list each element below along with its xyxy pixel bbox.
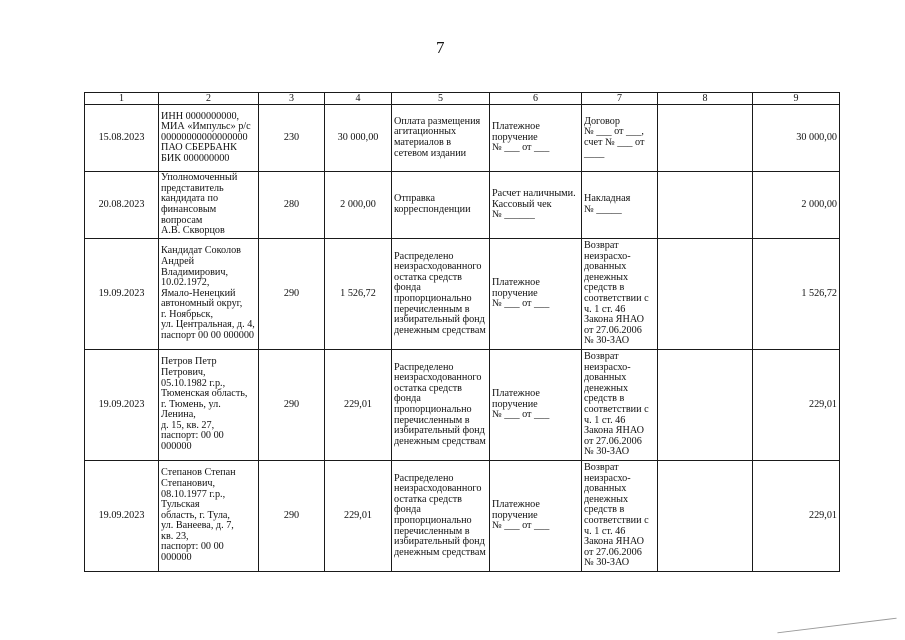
document-cell	[490, 105, 582, 172]
table-row	[85, 172, 840, 239]
total-cell: 1 526,72	[753, 239, 840, 350]
column-8-cell	[658, 105, 753, 172]
basis-text: Накладная № _____	[584, 193, 631, 215]
total-cell: 2 000,00	[753, 172, 840, 239]
amount-cell: 1 526,72	[325, 239, 392, 350]
code-cell: 290	[259, 461, 325, 572]
document-text: Платежное поручение № ___ от ___	[492, 499, 550, 532]
purpose-text: Распределено неизрасходованного остатка средств фонда пропорционально перечисленным в избирательный фонд денежным средствам	[394, 250, 486, 336]
recipient-cell	[159, 239, 259, 350]
recipient-text: Степанов Степан Степанович, 08.10.1977 г.р., Тульская область, г. Тула, ул. Ванеева, д. 7, кв. 23, паспорт: 00 00 000000	[161, 467, 236, 564]
table-row	[85, 461, 840, 572]
column-header: 4	[325, 93, 392, 105]
code-cell: 290	[259, 350, 325, 461]
column-header: 8	[658, 93, 753, 105]
amount-cell: 30 000,00	[325, 105, 392, 172]
recipient-text: ИНН 0000000000, МИА «Импульс» р/с 00000000000000000 ПАО СБЕРБАНК БИК 000000000	[161, 110, 251, 164]
column-header: 5	[392, 93, 490, 105]
date-cell: 19.09.2023	[85, 239, 159, 350]
purpose-text: Оплата размещения агитационных материалов в сетевом издании	[394, 115, 481, 159]
expenditure-table	[84, 92, 840, 572]
table-header-row	[85, 93, 840, 105]
column-header: 9	[753, 93, 840, 105]
column-8-cell	[658, 239, 753, 350]
column-8-cell	[658, 350, 753, 461]
purpose-text: Отправка корреспонденции	[394, 193, 471, 215]
document-cell	[490, 461, 582, 572]
basis-text: Возврат неизрасхо- дованных денежных средств в соответствии с ч. 1 ст. 46 Закона ЯНАО от 27.06.2006 № 30-ЗАО	[584, 240, 649, 347]
purpose-text: Распределено неизрасходованного остатка средств фонда пропорционально перечисленным в избирательный фонд денежным средствам	[394, 361, 486, 447]
recipient-cell	[159, 172, 259, 239]
document-text: Расчет наличными. Кассовый чек № ______	[492, 188, 576, 221]
basis-text: Договор № ___ от ___, счет № ___ от ____	[584, 115, 645, 159]
scan-artifact-line	[777, 618, 896, 634]
purpose-cell	[392, 461, 490, 572]
amount-cell: 2 000,00	[325, 172, 392, 239]
recipient-text: Кандидат Соколов Андрей Владимирович, 10.02.1972, Ямало-Ненецкий автономный округ, г. Ноябрьск, ул. Центральная, д. 4, паспорт 00 00 000000	[161, 245, 255, 342]
total-cell: 229,01	[753, 350, 840, 461]
page-number: 7	[436, 38, 445, 57]
purpose-cell	[392, 239, 490, 350]
column-header: 2	[159, 93, 259, 105]
recipient-text: Петров Петр Петрович, 05.10.1982 г.р., Тюменская область, г. Тюмень, ул. Ленина, д. 15, кв. 27, паспорт: 00 00 000000	[161, 356, 248, 453]
column-8-cell	[658, 172, 753, 239]
document-cell	[490, 350, 582, 461]
purpose-text: Распределено неизрасходованного остатка средств фонда пропорционально перечисленным в избирательный фонд денежным средствам	[394, 472, 486, 558]
document-text: Платежное поручение № ___ от ___	[492, 277, 550, 310]
basis-cell	[582, 105, 658, 172]
purpose-cell	[392, 172, 490, 239]
table-row	[85, 105, 840, 172]
column-header: 3	[259, 93, 325, 105]
date-cell: 20.08.2023	[85, 172, 159, 239]
column-header: 7	[582, 93, 658, 105]
column-header: 6	[490, 93, 582, 105]
document-cell	[490, 172, 582, 239]
purpose-cell	[392, 350, 490, 461]
purpose-cell	[392, 105, 490, 172]
recipient-text: Уполномоченный представитель кандидата по финансовым вопросам А.В. Скворцов	[161, 172, 238, 237]
recipient-cell	[159, 350, 259, 461]
table-row	[85, 239, 840, 350]
table-row	[85, 350, 840, 461]
document-text: Платежное поручение № ___ от ___	[492, 388, 550, 421]
total-cell: 229,01	[753, 461, 840, 572]
date-cell: 19.09.2023	[85, 350, 159, 461]
recipient-cell	[159, 105, 259, 172]
code-cell: 280	[259, 172, 325, 239]
basis-cell	[582, 239, 658, 350]
basis-text: Возврат неизрасхо- дованных денежных средств в соответствии с ч. 1 ст. 46 Закона ЯНАО от 27.06.2006 № 30-ЗАО	[584, 462, 649, 569]
basis-text: Возврат неизрасхо- дованных денежных средств в соответствии с ч. 1 ст. 46 Закона ЯНАО от 27.06.2006 № 30-ЗАО	[584, 351, 649, 458]
basis-cell	[582, 172, 658, 239]
basis-cell	[582, 350, 658, 461]
column-header: 1	[85, 93, 159, 105]
code-cell: 290	[259, 239, 325, 350]
date-cell: 15.08.2023	[85, 105, 159, 172]
document-text: Платежное поручение № ___ от ___	[492, 121, 550, 154]
date-cell: 19.09.2023	[85, 461, 159, 572]
amount-cell: 229,01	[325, 461, 392, 572]
amount-cell: 229,01	[325, 350, 392, 461]
document-cell	[490, 239, 582, 350]
basis-cell	[582, 461, 658, 572]
total-cell: 30 000,00	[753, 105, 840, 172]
code-cell: 230	[259, 105, 325, 172]
column-8-cell	[658, 461, 753, 572]
recipient-cell	[159, 461, 259, 572]
